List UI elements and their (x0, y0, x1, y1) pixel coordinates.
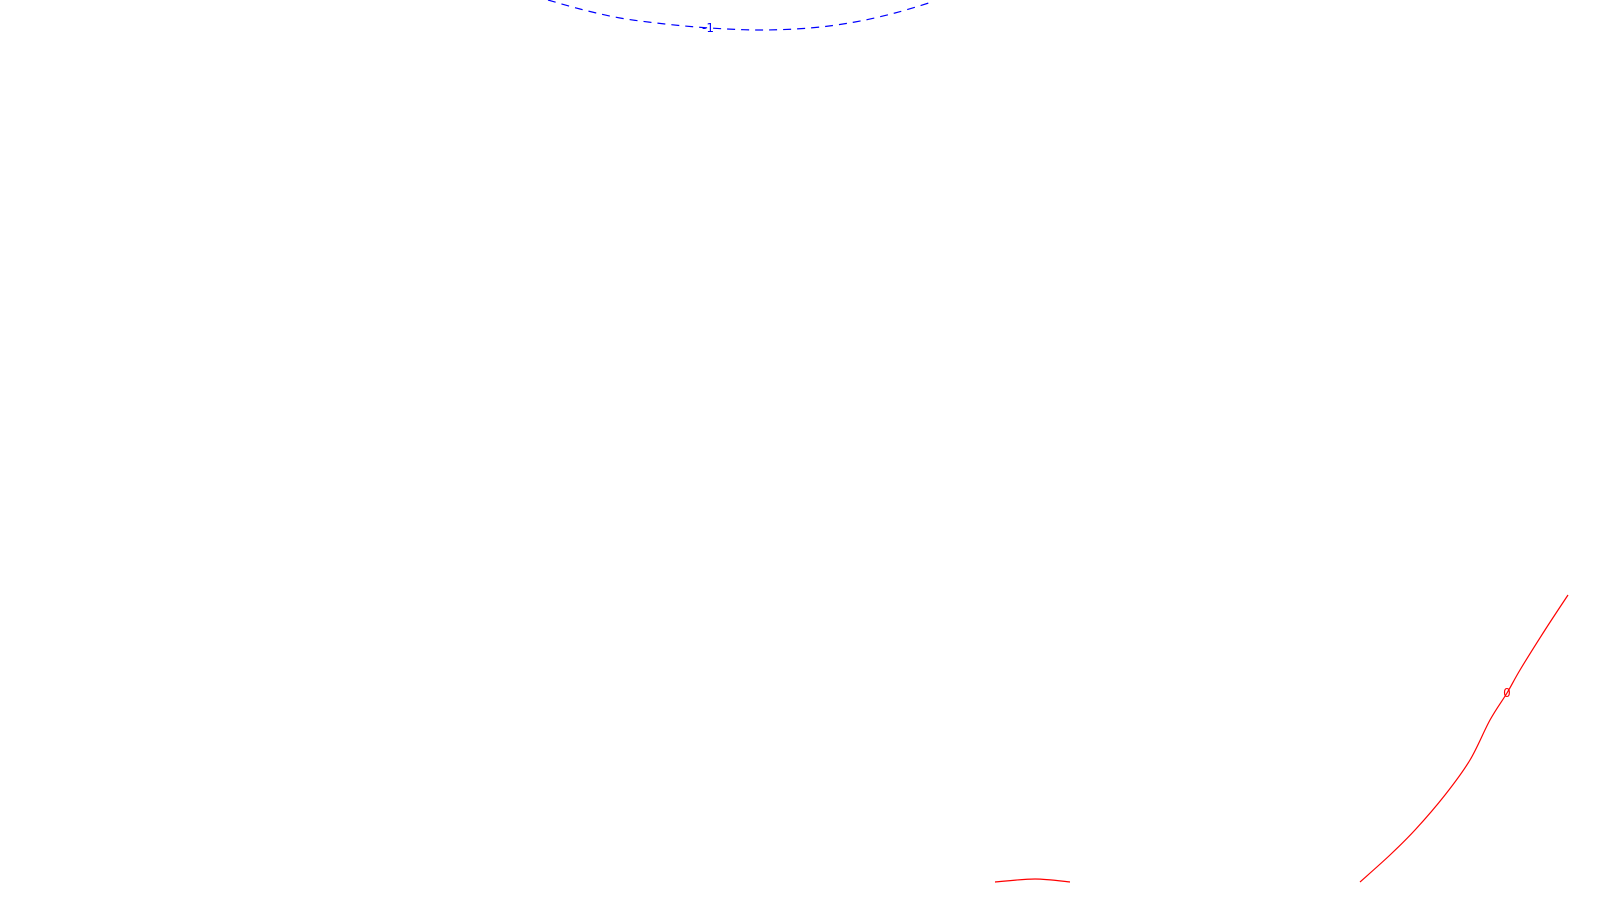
contour-labels (702, 21, 1511, 700)
contour-line-level-1-seg-1 (995, 879, 1070, 882)
contour-label-zero: 0 (1503, 686, 1511, 700)
contour-line-level-1-seg-0 (1360, 595, 1568, 882)
contour-label-neg1: -1 (702, 21, 714, 35)
contour-lines (548, 0, 1568, 882)
contour-line-level-0-seg-0 (548, 0, 932, 30)
